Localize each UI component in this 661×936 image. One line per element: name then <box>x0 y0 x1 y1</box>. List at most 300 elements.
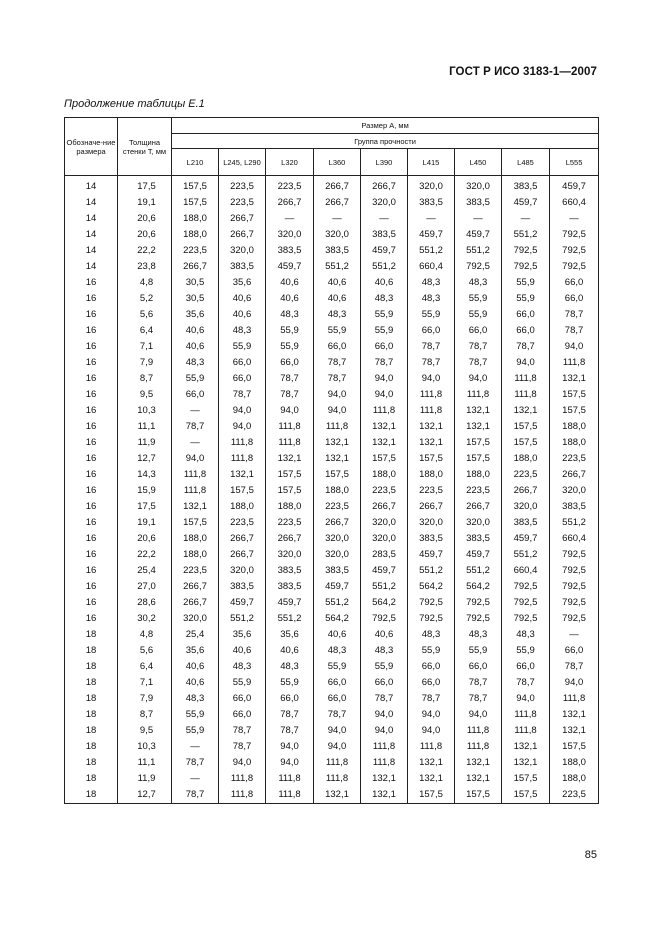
size-value-cell: 66,0 <box>502 659 550 675</box>
size-value-cell: 320,0 <box>550 483 599 499</box>
size-value-cell: 459,7 <box>361 563 408 579</box>
size-value-cell: 111,8 <box>266 435 314 451</box>
size-value-cell: 94,0 <box>172 451 219 467</box>
size-value-cell: 40,6 <box>361 275 408 291</box>
size-value-cell: 551,2 <box>502 547 550 563</box>
size-value-cell: 223,5 <box>455 483 502 499</box>
size-value-cell: 66,0 <box>550 643 599 659</box>
table-row <box>65 467 599 483</box>
size-value-cell: 78,7 <box>550 307 599 323</box>
size-value-cell: 48,3 <box>172 691 219 707</box>
size-value-cell: 40,6 <box>266 275 314 291</box>
designation-cell: 16 <box>65 531 118 547</box>
size-value-cell: 48,3 <box>266 659 314 675</box>
size-value-cell: 459,7 <box>408 547 455 563</box>
size-value-cell: 66,0 <box>314 691 361 707</box>
size-value-cell: 320,0 <box>361 515 408 531</box>
wall-thickness-column-header: Толщина стенки T, мм <box>118 118 172 176</box>
size-value-cell: 551,2 <box>314 259 361 275</box>
wall-thickness-cell: 9,5 <box>118 723 172 739</box>
wall-thickness-cell: 25,4 <box>118 563 172 579</box>
size-value-cell: 551,2 <box>550 515 599 531</box>
size-value-cell: 320,0 <box>408 515 455 531</box>
size-value-cell: 66,0 <box>219 371 266 387</box>
designation-cell: 16 <box>65 499 118 515</box>
size-value-cell: 78,7 <box>408 691 455 707</box>
wall-thickness-cell: 20,6 <box>118 531 172 547</box>
grade-column-header: L360 <box>314 149 361 176</box>
designation-cell: 16 <box>65 515 118 531</box>
size-value-cell: 320,0 <box>455 176 502 196</box>
size-value-cell: 94,0 <box>314 739 361 755</box>
size-value-cell: 94,0 <box>550 675 599 691</box>
size-value-cell: 792,5 <box>550 595 599 611</box>
size-value-cell: 55,9 <box>172 371 219 387</box>
size-value-cell: 78,7 <box>219 387 266 403</box>
size-value-cell: 266,7 <box>455 499 502 515</box>
size-value-cell: 320,0 <box>266 547 314 563</box>
size-value-cell: 35,6 <box>266 627 314 643</box>
size-value-cell: 66,0 <box>550 291 599 307</box>
size-value-cell: 132,1 <box>266 451 314 467</box>
size-value-cell: 35,6 <box>172 307 219 323</box>
size-value-cell: 40,6 <box>219 307 266 323</box>
designation-cell: 14 <box>65 195 118 211</box>
size-value-cell: 48,3 <box>408 291 455 307</box>
size-value-cell: 223,5 <box>361 483 408 499</box>
size-value-cell: 320,0 <box>314 227 361 243</box>
size-value-cell: 55,9 <box>219 339 266 355</box>
size-value-cell: 111,8 <box>219 435 266 451</box>
size-value-cell: 383,5 <box>408 531 455 547</box>
size-value-cell: 132,1 <box>408 771 455 787</box>
designation-cell: 14 <box>65 243 118 259</box>
size-value-cell: 55,9 <box>266 323 314 339</box>
size-value-cell: 48,3 <box>408 627 455 643</box>
size-value-cell: 223,5 <box>266 176 314 196</box>
designation-cell: 14 <box>65 227 118 243</box>
size-value-cell: 111,8 <box>502 371 550 387</box>
size-value-cell: 266,7 <box>361 499 408 515</box>
size-value-cell: 320,0 <box>408 176 455 196</box>
size-value-cell: 188,0 <box>219 499 266 515</box>
size-value-cell: 66,0 <box>219 707 266 723</box>
designation-cell: 18 <box>65 691 118 707</box>
size-value-cell: 792,5 <box>455 595 502 611</box>
size-value-cell: 48,3 <box>314 307 361 323</box>
size-value-cell: 94,0 <box>408 707 455 723</box>
grade-column-header: L390 <box>361 149 408 176</box>
size-value-cell: 551,2 <box>361 579 408 595</box>
size-value-cell: 792,5 <box>455 611 502 627</box>
designation-cell: 16 <box>65 595 118 611</box>
size-value-cell: — <box>172 403 219 419</box>
size-value-cell: 40,6 <box>314 275 361 291</box>
size-value-cell: 132,1 <box>455 755 502 771</box>
size-value-cell: 78,7 <box>219 723 266 739</box>
size-value-cell: 188,0 <box>266 499 314 515</box>
size-value-cell: 48,3 <box>219 323 266 339</box>
size-value-cell: 94,0 <box>455 371 502 387</box>
size-value-cell: 157,5 <box>502 419 550 435</box>
size-value-cell: 111,8 <box>266 419 314 435</box>
size-value-cell: 660,4 <box>550 195 599 211</box>
designation-cell: 14 <box>65 211 118 227</box>
size-value-cell: 660,4 <box>502 563 550 579</box>
designation-cell: 16 <box>65 275 118 291</box>
size-value-cell: 459,7 <box>455 227 502 243</box>
size-value-cell: 459,7 <box>314 579 361 595</box>
table-row <box>65 691 599 707</box>
size-value-cell: 30,5 <box>172 291 219 307</box>
table-row <box>65 675 599 691</box>
table-row <box>65 483 599 499</box>
table-row <box>65 531 599 547</box>
size-value-cell: 78,7 <box>314 355 361 371</box>
designation-cell: 18 <box>65 755 118 771</box>
designation-cell: 14 <box>65 176 118 196</box>
size-value-cell: 111,8 <box>550 355 599 371</box>
wall-thickness-cell: 17,5 <box>118 176 172 196</box>
size-value-cell: — <box>502 211 550 227</box>
size-value-cell: 157,5 <box>172 195 219 211</box>
size-value-cell: 383,5 <box>455 531 502 547</box>
size-value-cell: 132,1 <box>502 739 550 755</box>
size-value-cell: 157,5 <box>408 787 455 804</box>
size-value-cell: 94,0 <box>219 755 266 771</box>
size-value-cell: 383,5 <box>361 227 408 243</box>
size-value-cell: 55,9 <box>314 659 361 675</box>
size-value-cell: 266,7 <box>219 227 266 243</box>
wall-thickness-cell: 11,1 <box>118 755 172 771</box>
size-value-cell: 40,6 <box>314 627 361 643</box>
size-value-cell: 40,6 <box>172 659 219 675</box>
size-value-cell: 78,7 <box>172 787 219 804</box>
size-value-cell: 157,5 <box>550 403 599 419</box>
size-value-cell: 94,0 <box>455 707 502 723</box>
table-row <box>65 371 599 387</box>
size-value-cell: 792,5 <box>550 259 599 275</box>
table-row <box>65 563 599 579</box>
size-value-cell: 383,5 <box>219 259 266 275</box>
size-value-cell: 78,7 <box>266 707 314 723</box>
size-value-cell: 55,9 <box>361 323 408 339</box>
size-value-cell: 383,5 <box>266 243 314 259</box>
wall-thickness-cell: 9,5 <box>118 387 172 403</box>
size-value-cell: 660,4 <box>408 259 455 275</box>
size-value-cell: 188,0 <box>455 467 502 483</box>
size-value-cell: 157,5 <box>266 483 314 499</box>
size-value-cell: 132,1 <box>314 787 361 804</box>
size-value-cell: 78,7 <box>266 371 314 387</box>
size-value-cell: 223,5 <box>219 195 266 211</box>
size-value-cell: 383,5 <box>550 499 599 515</box>
designation-cell: 16 <box>65 547 118 563</box>
size-value-cell: 223,5 <box>550 451 599 467</box>
size-value-cell: 157,5 <box>455 451 502 467</box>
size-value-cell: 223,5 <box>408 483 455 499</box>
size-table <box>64 117 599 804</box>
table-row <box>65 579 599 595</box>
size-value-cell: 792,5 <box>502 259 550 275</box>
wall-thickness-cell: 10,3 <box>118 739 172 755</box>
size-value-cell: 78,7 <box>502 675 550 691</box>
size-value-cell: 551,2 <box>502 227 550 243</box>
size-value-cell: — <box>408 211 455 227</box>
designation-cell: 16 <box>65 579 118 595</box>
size-value-cell: 223,5 <box>219 176 266 196</box>
size-value-cell: 40,6 <box>219 643 266 659</box>
table-row <box>65 211 599 227</box>
table-row <box>65 403 599 419</box>
size-value-cell: 78,7 <box>455 339 502 355</box>
size-value-cell: 94,0 <box>361 387 408 403</box>
size-value-cell: 551,2 <box>408 243 455 259</box>
wall-thickness-cell: 10,3 <box>118 403 172 419</box>
size-value-cell: 55,9 <box>266 675 314 691</box>
size-value-cell: 35,6 <box>219 627 266 643</box>
size-value-cell: 78,7 <box>219 739 266 755</box>
document-standard-header: ГОСТ Р ИСО 3183-1—2007 <box>449 66 597 78</box>
size-value-cell: 55,9 <box>172 707 219 723</box>
designation-cell: 18 <box>65 787 118 804</box>
size-value-cell: 188,0 <box>172 531 219 547</box>
size-value-cell: 223,5 <box>219 515 266 531</box>
size-value-cell: 266,7 <box>408 499 455 515</box>
size-value-cell: 94,0 <box>219 419 266 435</box>
size-value-cell: 383,5 <box>502 176 550 196</box>
size-value-cell: 157,5 <box>314 467 361 483</box>
designation-cell: 18 <box>65 739 118 755</box>
size-value-cell: 320,0 <box>455 515 502 531</box>
size-value-cell: 792,5 <box>502 579 550 595</box>
size-value-cell: — <box>314 211 361 227</box>
size-value-cell: 111,8 <box>361 755 408 771</box>
size-value-cell: 66,0 <box>502 307 550 323</box>
size-value-cell: 459,7 <box>502 195 550 211</box>
size-value-cell: 266,7 <box>172 259 219 275</box>
table-row <box>65 275 599 291</box>
size-value-cell: 564,2 <box>361 595 408 611</box>
designation-cell: 16 <box>65 611 118 627</box>
size-value-cell: 132,1 <box>314 435 361 451</box>
size-value-cell: 157,5 <box>502 435 550 451</box>
designation-cell: 18 <box>65 643 118 659</box>
size-value-cell: — <box>172 771 219 787</box>
size-value-cell: 157,5 <box>550 739 599 755</box>
designation-cell: 16 <box>65 291 118 307</box>
size-value-cell: 94,0 <box>361 707 408 723</box>
wall-thickness-cell: 15,9 <box>118 483 172 499</box>
size-value-cell: 132,1 <box>550 723 599 739</box>
size-value-cell: 551,2 <box>408 563 455 579</box>
designation-cell: 16 <box>65 435 118 451</box>
designation-cell: 16 <box>65 403 118 419</box>
size-value-cell: 188,0 <box>550 419 599 435</box>
size-value-cell: — <box>361 211 408 227</box>
size-value-cell: 157,5 <box>408 451 455 467</box>
wall-thickness-cell: 7,9 <box>118 691 172 707</box>
size-value-cell: 157,5 <box>550 387 599 403</box>
size-value-cell: 78,7 <box>408 339 455 355</box>
size-value-cell: 78,7 <box>550 659 599 675</box>
table-row <box>65 595 599 611</box>
size-value-cell: 94,0 <box>266 755 314 771</box>
grade-column-header: L210 <box>172 149 219 176</box>
size-value-cell: 266,7 <box>266 531 314 547</box>
table-row <box>65 499 599 515</box>
size-value-cell: 266,7 <box>219 211 266 227</box>
designation-cell: 16 <box>65 451 118 467</box>
size-value-cell: 48,3 <box>266 307 314 323</box>
wall-thickness-cell: 19,1 <box>118 195 172 211</box>
size-value-cell: 94,0 <box>502 355 550 371</box>
size-value-cell: 459,7 <box>408 227 455 243</box>
size-value-cell: — <box>266 211 314 227</box>
size-value-cell: — <box>550 627 599 643</box>
size-value-cell: 94,0 <box>361 723 408 739</box>
size-value-cell: 78,7 <box>266 723 314 739</box>
designation-cell: 16 <box>65 355 118 371</box>
wall-thickness-cell: 17,5 <box>118 499 172 515</box>
size-value-cell: 111,8 <box>172 467 219 483</box>
table-row <box>65 435 599 451</box>
size-value-cell: 792,5 <box>502 611 550 627</box>
size-value-cell: 459,7 <box>361 243 408 259</box>
size-value-cell: 564,2 <box>314 611 361 627</box>
size-value-cell: 551,2 <box>266 611 314 627</box>
wall-thickness-cell: 5,6 <box>118 643 172 659</box>
size-value-cell: 792,5 <box>550 547 599 563</box>
size-value-cell: 132,1 <box>455 403 502 419</box>
size-value-cell: 551,2 <box>455 563 502 579</box>
size-value-cell: 111,8 <box>219 771 266 787</box>
wall-thickness-cell: 14,3 <box>118 467 172 483</box>
size-value-cell: 383,5 <box>408 195 455 211</box>
size-value-cell: 66,0 <box>408 659 455 675</box>
size-value-cell: 383,5 <box>455 195 502 211</box>
size-value-cell: 132,1 <box>408 755 455 771</box>
size-value-cell: 30,5 <box>172 275 219 291</box>
size-value-cell: 55,9 <box>361 307 408 323</box>
wall-thickness-cell: 6,4 <box>118 659 172 675</box>
size-value-cell: 40,6 <box>172 339 219 355</box>
size-value-cell: 111,8 <box>502 707 550 723</box>
size-value-cell: 320,0 <box>502 499 550 515</box>
size-value-cell: 94,0 <box>314 723 361 739</box>
size-value-cell: 188,0 <box>550 435 599 451</box>
table-row <box>65 243 599 259</box>
size-value-cell: 66,0 <box>219 691 266 707</box>
size-value-cell: 132,1 <box>172 499 219 515</box>
wall-thickness-cell: 20,6 <box>118 227 172 243</box>
wall-thickness-cell: 19,1 <box>118 515 172 531</box>
designation-cell: 16 <box>65 387 118 403</box>
size-value-cell: 111,8 <box>550 691 599 707</box>
size-value-cell: 48,3 <box>502 627 550 643</box>
designation-cell: 16 <box>65 467 118 483</box>
size-value-cell: 111,8 <box>502 723 550 739</box>
size-value-cell: 188,0 <box>172 211 219 227</box>
wall-thickness-cell: 4,8 <box>118 275 172 291</box>
size-value-cell: 266,7 <box>550 467 599 483</box>
size-value-cell: 66,0 <box>266 691 314 707</box>
wall-thickness-cell: 6,4 <box>118 323 172 339</box>
size-value-cell: 40,6 <box>361 627 408 643</box>
wall-thickness-cell: 23,8 <box>118 259 172 275</box>
size-value-cell: 157,5 <box>502 787 550 804</box>
size-value-cell: 55,9 <box>502 643 550 659</box>
table-row <box>65 451 599 467</box>
size-value-cell: 94,0 <box>314 403 361 419</box>
size-value-cell: 266,7 <box>266 195 314 211</box>
size-value-cell: 40,6 <box>266 291 314 307</box>
grade-column-header: L555 <box>550 149 599 176</box>
size-value-cell: 55,9 <box>361 659 408 675</box>
size-value-cell: 132,1 <box>408 435 455 451</box>
page-number: 85 <box>584 849 597 861</box>
size-value-cell: 266,7 <box>172 595 219 611</box>
size-value-cell: 40,6 <box>314 291 361 307</box>
size-table-container <box>64 117 598 804</box>
size-value-cell: 55,9 <box>455 307 502 323</box>
wall-thickness-cell: 8,7 <box>118 707 172 723</box>
size-value-cell: 66,0 <box>550 275 599 291</box>
size-value-cell: 78,7 <box>502 339 550 355</box>
size-value-cell: 55,9 <box>408 643 455 659</box>
grade-column-header: L415 <box>408 149 455 176</box>
size-value-cell: 188,0 <box>408 467 455 483</box>
size-value-cell: 792,5 <box>502 243 550 259</box>
table-row <box>65 723 599 739</box>
table-row <box>65 659 599 675</box>
size-value-cell: 132,1 <box>314 451 361 467</box>
size-value-cell: 223,5 <box>502 467 550 483</box>
size-value-cell: 792,5 <box>408 611 455 627</box>
table-row <box>65 547 599 563</box>
table-header <box>65 118 599 176</box>
size-value-cell: 78,7 <box>455 691 502 707</box>
size-value-cell: 223,5 <box>266 515 314 531</box>
size-value-cell: 157,5 <box>266 467 314 483</box>
size-value-cell: 383,5 <box>502 515 550 531</box>
size-value-cell: 266,7 <box>172 579 219 595</box>
size-value-cell: 157,5 <box>502 771 550 787</box>
size-value-cell: 55,9 <box>314 323 361 339</box>
size-value-cell: 320,0 <box>361 195 408 211</box>
size-value-cell: 223,5 <box>314 499 361 515</box>
size-value-cell: 459,7 <box>502 531 550 547</box>
size-value-cell: 111,8 <box>266 787 314 804</box>
wall-thickness-cell: 30,2 <box>118 611 172 627</box>
size-value-cell: 94,0 <box>408 723 455 739</box>
size-value-cell: 48,3 <box>408 275 455 291</box>
size-value-cell: 383,5 <box>266 563 314 579</box>
size-value-cell: 459,7 <box>266 259 314 275</box>
size-value-cell: 48,3 <box>219 659 266 675</box>
size-value-cell: 48,3 <box>361 643 408 659</box>
size-value-cell: 40,6 <box>172 675 219 691</box>
size-value-cell: 551,2 <box>361 259 408 275</box>
size-value-cell: 132,1 <box>455 771 502 787</box>
size-value-cell: 132,1 <box>502 403 550 419</box>
wall-thickness-cell: 7,1 <box>118 675 172 691</box>
designation-cell: 16 <box>65 339 118 355</box>
table-row <box>65 227 599 243</box>
size-value-cell: 66,0 <box>408 323 455 339</box>
size-value-cell: 111,8 <box>408 739 455 755</box>
size-value-cell: 55,9 <box>455 643 502 659</box>
